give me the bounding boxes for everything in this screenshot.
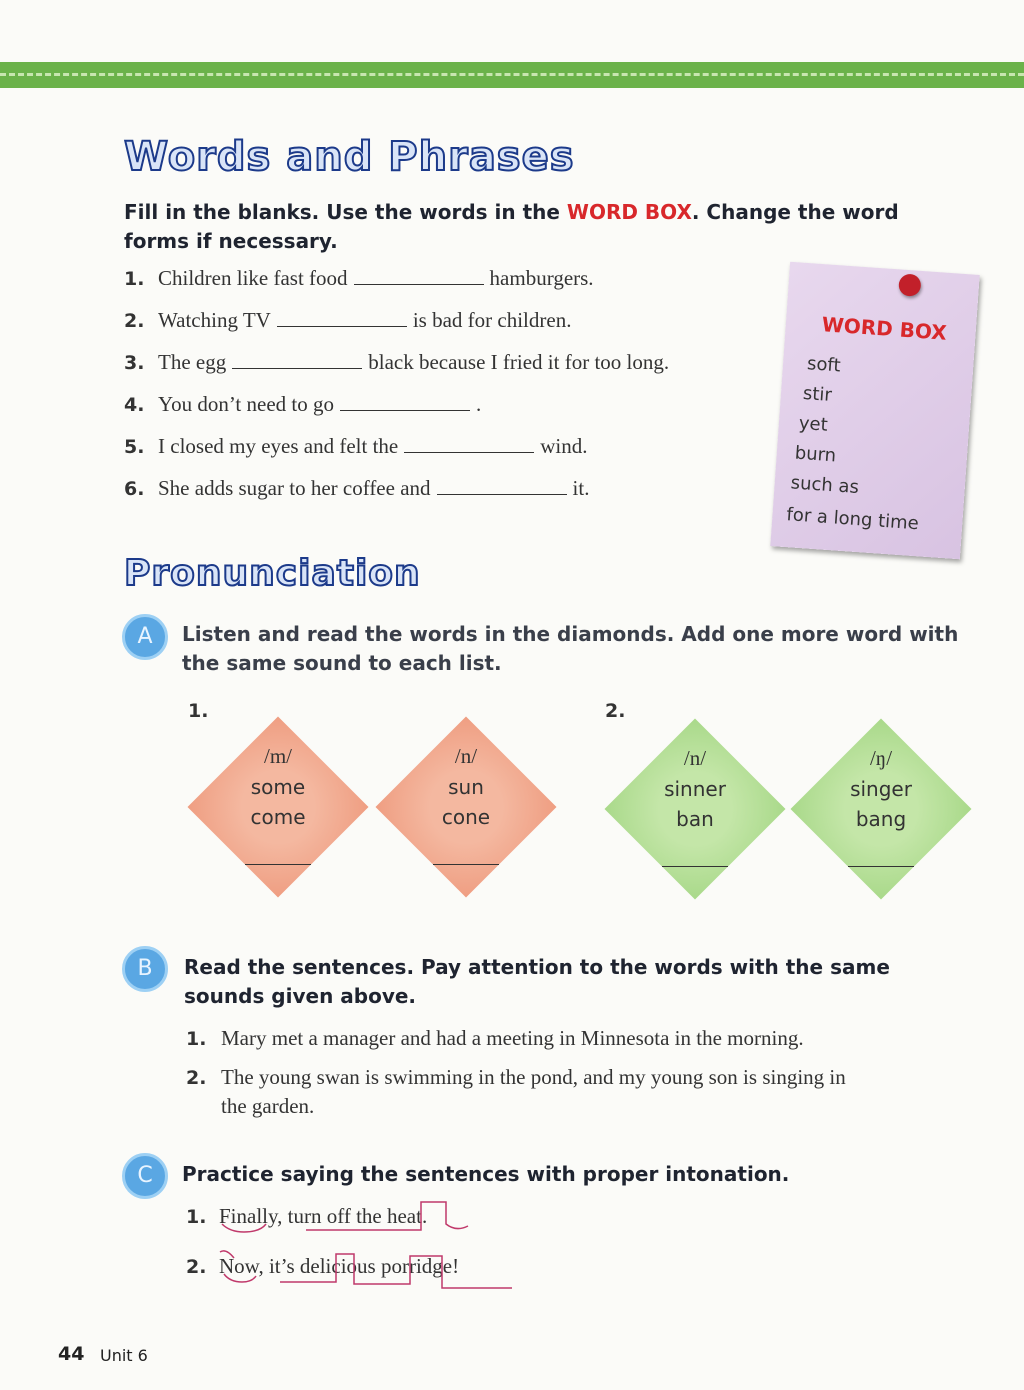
intonation-item (186, 1206, 786, 1228)
ipa-symbol: /m/ (263, 744, 292, 768)
badge-c-icon: C (122, 1153, 168, 1199)
ipa-symbol: /n/ (683, 746, 707, 770)
item-number: 4. (124, 394, 145, 416)
instruction-text: sounds given above. (184, 984, 417, 1008)
diamond-content (605, 746, 785, 831)
example-word: cone (441, 805, 491, 829)
item-number: 5. (124, 436, 145, 458)
word-box-item: such as (790, 472, 860, 499)
sentence-text: The young swan is swimming in the pond, and my young son is singing in (221, 1065, 846, 1089)
sentence-item (186, 1065, 996, 1118)
exercise-item (124, 310, 764, 332)
item-text: black because I fried it for too long. (368, 350, 670, 374)
sentence-item (186, 1028, 996, 1050)
instruction-text: the same sound to each list. (182, 651, 502, 675)
item-text: . (476, 392, 482, 416)
ipa-symbol: /ŋ/ (869, 746, 893, 770)
instruction-text: Read the sentences. Pay attention to the words with the same (184, 955, 890, 979)
sentence-text: Now, it’s delicious porridge! (219, 1254, 460, 1278)
page-number: 44 (58, 1343, 85, 1365)
unit-label: Unit 6 (100, 1346, 148, 1365)
item-text: wind. (540, 434, 588, 458)
diamond-content (791, 746, 971, 831)
item-text: Children like fast food (158, 266, 348, 290)
item-number: 2. (186, 1256, 207, 1278)
example-word: sinner (664, 777, 726, 801)
badge-a-icon: A (122, 614, 168, 660)
example-word: some (250, 775, 306, 799)
diamond-content (188, 744, 368, 829)
badge-b-icon: B (122, 946, 168, 992)
word-box-item: yet (798, 412, 829, 436)
pushpin-icon (898, 273, 921, 296)
instruction-text: Fill in the blanks. Use the words in the (124, 200, 567, 224)
instruction-text: forms if necessary. (124, 229, 338, 253)
item-text: The egg (158, 350, 227, 374)
word-box-item: burn (794, 442, 837, 467)
blank-line[interactable] (277, 310, 407, 327)
word-box-title: WORD BOX (821, 312, 948, 345)
sentence-text: Mary met a manager and had a meeting in Minnesota in the morning. (221, 1026, 804, 1050)
word-box-item: soft (806, 353, 842, 377)
item-number: 2. (186, 1067, 207, 1089)
exercise-item (124, 436, 764, 458)
instruction-word-box-ref: WORD BOX (566, 200, 692, 224)
item-number: 3. (124, 352, 145, 374)
item-text: Watching TV (158, 308, 271, 332)
exercise-item (124, 268, 764, 290)
exercise-item (124, 394, 764, 416)
blank-line[interactable] (340, 394, 470, 411)
item-number: 1. (186, 1028, 207, 1050)
example-word: bang (855, 807, 907, 831)
item-number: 2. (124, 310, 145, 332)
group-label: 2. (605, 700, 626, 722)
blank-line[interactable] (437, 478, 567, 495)
section-heading-words-and-phrases: Words and Phrases (124, 134, 575, 180)
example-word: sun (448, 775, 484, 799)
intonation-marks (216, 1194, 516, 1240)
word-box-item: for a long time (785, 504, 920, 535)
instruction-text: . Change the word (691, 200, 899, 224)
item-text: She adds sugar to her coffee and (158, 476, 431, 500)
diamond-blank-line[interactable] (433, 864, 499, 865)
blank-line[interactable] (354, 268, 484, 285)
diamond-blank-line[interactable] (662, 866, 728, 867)
diamond-content (376, 744, 556, 829)
item-text: hamburgers. (489, 266, 594, 290)
sentence-text: Finally, turn off the heat. (219, 1204, 428, 1228)
item-text: is bad for children. (412, 308, 572, 332)
diamond-blank-line[interactable] (848, 866, 914, 867)
word-box-item: stir (802, 382, 833, 406)
blank-line[interactable] (232, 352, 362, 369)
section-heading-pronunciation: Pronunciation (124, 553, 421, 594)
instruction-b (184, 953, 1004, 1011)
sentence-text: the garden. (221, 1094, 315, 1118)
example-word: singer (850, 777, 912, 801)
example-word: come (250, 805, 306, 829)
top-banner-dashes (0, 73, 1024, 76)
item-number: 1. (124, 268, 145, 290)
blank-line[interactable] (404, 436, 534, 453)
exercise-item (124, 478, 764, 500)
diamond-blank-line[interactable] (245, 864, 311, 865)
item-text: I closed my eyes and felt the (158, 434, 399, 458)
word-box-note (770, 262, 979, 560)
exercise-item (124, 352, 764, 374)
item-text: You don’t need to go (158, 392, 334, 416)
group-label: 1. (188, 700, 209, 722)
instruction-text: Listen and read the words in the diamonds. Add one more word with (182, 622, 959, 646)
intonation-item (186, 1256, 786, 1278)
instruction-c: Practice saying the sentences with proper intonation. (182, 1162, 790, 1186)
item-number: 6. (124, 478, 145, 500)
instruction-fill-in (124, 198, 994, 256)
intonation-marks (216, 1244, 516, 1294)
example-word: ban (676, 807, 714, 831)
item-text: it. (572, 476, 590, 500)
instruction-a (182, 620, 1002, 678)
ipa-symbol: /n/ (454, 744, 478, 768)
item-number: 1. (186, 1206, 207, 1228)
